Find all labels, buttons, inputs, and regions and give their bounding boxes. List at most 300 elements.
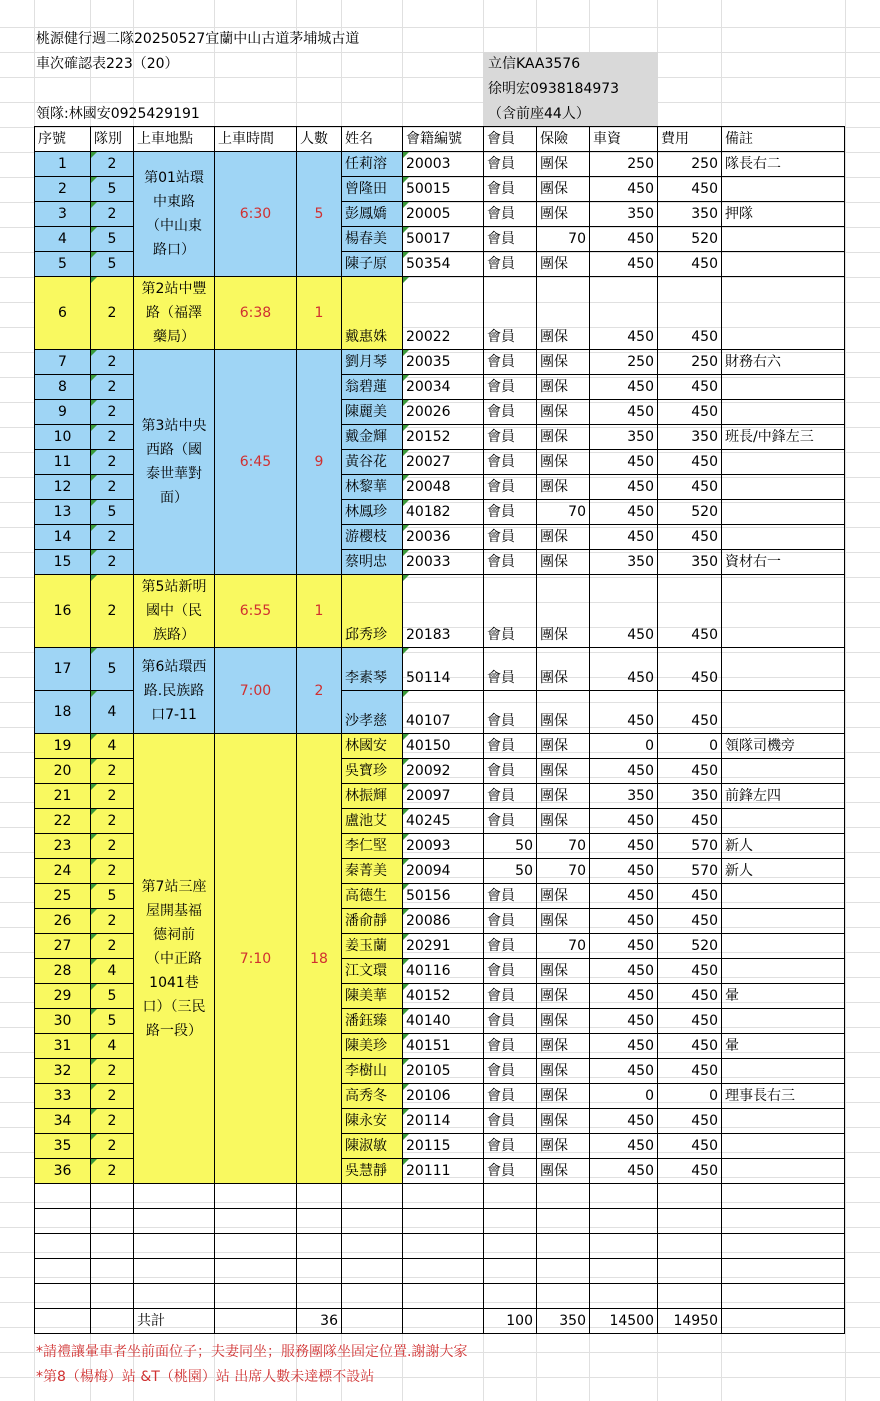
fare-cell: 450 <box>590 525 658 550</box>
fee-cell: 450 <box>658 525 722 550</box>
remark-cell <box>722 252 845 277</box>
team-cell: 2 <box>91 575 134 648</box>
insurance-cell: 團保 <box>537 759 590 784</box>
fee-cell: 250 <box>658 350 722 375</box>
name-cell: 盧池艾 <box>342 809 403 834</box>
team-cell: 2 <box>91 784 134 809</box>
member-id-cell: 50015 <box>403 177 484 202</box>
member-id-cell: 20027 <box>403 450 484 475</box>
fare-cell: 450 <box>590 959 658 984</box>
seq-cell: 28 <box>35 959 91 984</box>
remark-cell <box>722 909 845 934</box>
member-id-cell: 40140 <box>403 1009 484 1034</box>
remark-cell <box>722 375 845 400</box>
team-cell: 2 <box>91 859 134 884</box>
name-cell: 吳寶珍 <box>342 759 403 784</box>
fee-cell: 450 <box>658 1009 722 1034</box>
name-cell: 江文環 <box>342 959 403 984</box>
name-cell: 陳永安 <box>342 1109 403 1134</box>
member-cell: 會員 <box>484 525 537 550</box>
fee-cell: 450 <box>658 252 722 277</box>
fare-cell: 450 <box>590 575 658 648</box>
insurance-cell: 團保 <box>537 375 590 400</box>
headcount-cell: 5 <box>297 152 342 277</box>
fare-cell: 450 <box>590 500 658 525</box>
empty-cell <box>722 1284 845 1309</box>
member-cell: 會員 <box>484 1109 537 1134</box>
empty-row <box>35 1284 845 1309</box>
member-cell: 會員 <box>484 759 537 784</box>
empty-cell <box>215 1284 297 1309</box>
insurance-cell: 團保 <box>537 1084 590 1109</box>
seq-cell: 19 <box>35 734 91 759</box>
remark-cell: 新人 <box>722 834 845 859</box>
member-cell: 會員 <box>484 691 537 734</box>
empty-cell <box>297 1259 342 1284</box>
empty-cell <box>215 1234 297 1259</box>
remark-cell <box>722 575 845 648</box>
fare-cell: 450 <box>590 375 658 400</box>
member-cell: 會員 <box>484 1034 537 1059</box>
name-cell: 沙孝慈 <box>342 691 403 734</box>
member-cell: 會員 <box>484 1159 537 1184</box>
headcount-cell: 18 <box>297 734 342 1184</box>
column-header: 會員 <box>484 127 537 152</box>
name-cell: 蔡明忠 <box>342 550 403 575</box>
team-cell: 2 <box>91 425 134 450</box>
totals-row <box>35 1309 845 1334</box>
fee-cell: 520 <box>658 227 722 252</box>
remark-cell <box>722 1159 845 1184</box>
insurance-cell: 團保 <box>537 252 590 277</box>
empty-cell <box>134 1284 215 1309</box>
team-cell: 2 <box>91 277 134 350</box>
remark-cell: 前鋒左四 <box>722 784 845 809</box>
team-cell: 2 <box>91 525 134 550</box>
remark-cell <box>722 691 845 734</box>
empty-cell <box>91 1209 134 1234</box>
totals-fare: 14500 <box>590 1309 658 1334</box>
remark-cell: 新人 <box>722 859 845 884</box>
seq-cell: 10 <box>35 425 91 450</box>
note-2: *第8（楊梅）站 &T（桃園）站 出席人數未達標不設站 <box>36 1369 375 1385</box>
empty-cell <box>484 1209 537 1234</box>
empty-cell <box>403 1184 484 1209</box>
team-cell: 2 <box>91 350 134 375</box>
seq-cell: 24 <box>35 859 91 884</box>
fare-cell: 450 <box>590 1109 658 1134</box>
member-cell: 會員 <box>484 959 537 984</box>
name-cell: 黃谷花 <box>342 450 403 475</box>
seq-cell: 7 <box>35 350 91 375</box>
totals-count: 36 <box>297 1309 342 1334</box>
fare-cell: 450 <box>590 934 658 959</box>
fare-cell: 350 <box>590 550 658 575</box>
empty-cell <box>590 1209 658 1234</box>
member-cell: 會員 <box>484 1134 537 1159</box>
fee-cell: 450 <box>658 475 722 500</box>
empty-cell <box>91 1234 134 1259</box>
insurance-cell: 團保 <box>537 202 590 227</box>
team-cell: 2 <box>91 1084 134 1109</box>
fare-cell: 350 <box>590 202 658 227</box>
member-id-cell: 20005 <box>403 202 484 227</box>
totals-insurance: 350 <box>537 1309 590 1334</box>
member-id-cell: 40150 <box>403 734 484 759</box>
empty-cell <box>403 1309 484 1334</box>
fare-cell: 450 <box>590 1034 658 1059</box>
remark-cell <box>722 400 845 425</box>
column-header: 費用 <box>658 127 722 152</box>
fee-cell: 450 <box>658 809 722 834</box>
remark-cell <box>722 475 845 500</box>
name-cell: 李樹山 <box>342 1059 403 1084</box>
empty-cell <box>215 1209 297 1234</box>
team-cell: 2 <box>91 934 134 959</box>
empty-cell <box>134 1234 215 1259</box>
name-cell: 林振輝 <box>342 784 403 809</box>
member-id-cell: 20026 <box>403 400 484 425</box>
seq-cell: 22 <box>35 809 91 834</box>
team-cell: 2 <box>91 759 134 784</box>
fee-cell: 450 <box>658 1109 722 1134</box>
remark-cell <box>722 934 845 959</box>
name-cell: 林國安 <box>342 734 403 759</box>
fare-cell: 250 <box>590 152 658 177</box>
member-id-cell: 20022 <box>403 277 484 350</box>
table-row <box>35 152 845 177</box>
fee-cell: 350 <box>658 550 722 575</box>
fee-cell: 450 <box>658 450 722 475</box>
member-cell: 會員 <box>484 934 537 959</box>
member-cell: 會員 <box>484 984 537 1009</box>
empty-cell <box>35 1234 91 1259</box>
member-cell: 會員 <box>484 400 537 425</box>
headcount-cell: 1 <box>297 277 342 350</box>
fee-cell: 350 <box>658 784 722 809</box>
team-cell: 2 <box>91 202 134 227</box>
name-cell: 陳淑敏 <box>342 1134 403 1159</box>
insurance-cell: 團保 <box>537 575 590 648</box>
empty-cell <box>484 1259 537 1284</box>
empty-cell <box>658 1234 722 1259</box>
seq-cell: 18 <box>35 691 91 734</box>
remark-cell <box>722 809 845 834</box>
insurance-cell: 團保 <box>537 984 590 1009</box>
fare-cell: 450 <box>590 759 658 784</box>
fee-cell: 350 <box>658 202 722 227</box>
pickup-location-cell: 第2站中豐路（福澤藥局） <box>134 277 215 350</box>
fee-cell: 450 <box>658 575 722 648</box>
empty-cell <box>658 1184 722 1209</box>
seq-cell: 8 <box>35 375 91 400</box>
team-cell: 5 <box>91 984 134 1009</box>
table-row <box>35 350 845 375</box>
member-id-cell: 20097 <box>403 784 484 809</box>
name-cell: 潘俞靜 <box>342 909 403 934</box>
fare-cell: 450 <box>590 884 658 909</box>
member-id-cell: 20111 <box>403 1159 484 1184</box>
empty-cell <box>658 1209 722 1234</box>
insurance-cell: 團保 <box>537 809 590 834</box>
fee-cell: 450 <box>658 759 722 784</box>
fee-cell: 350 <box>658 425 722 450</box>
empty-cell <box>134 1184 215 1209</box>
totals-fee: 14950 <box>658 1309 722 1334</box>
table-row <box>35 277 845 350</box>
remark-cell <box>722 648 845 691</box>
empty-cell <box>537 1234 590 1259</box>
empty-cell <box>35 1309 91 1334</box>
team-cell: 2 <box>91 550 134 575</box>
name-cell: 高德生 <box>342 884 403 909</box>
team-cell: 2 <box>91 400 134 425</box>
remark-cell <box>722 525 845 550</box>
name-cell: 曾隆田 <box>342 177 403 202</box>
fee-cell: 450 <box>658 884 722 909</box>
fare-cell: 450 <box>590 1159 658 1184</box>
fare-cell: 450 <box>590 1059 658 1084</box>
name-cell: 秦菁美 <box>342 859 403 884</box>
member-id-cell: 20086 <box>403 909 484 934</box>
insurance-cell: 70 <box>537 500 590 525</box>
gridline <box>845 0 846 1401</box>
member-cell: 會員 <box>484 152 537 177</box>
member-cell: 會員 <box>484 909 537 934</box>
member-id-cell: 20092 <box>403 759 484 784</box>
member-cell: 會員 <box>484 277 537 350</box>
member-id-cell: 50114 <box>403 648 484 691</box>
seq-cell: 35 <box>35 1134 91 1159</box>
seq-cell: 26 <box>35 909 91 934</box>
fare-cell: 0 <box>590 1084 658 1109</box>
team-cell: 5 <box>91 884 134 909</box>
column-header: 序號 <box>35 127 91 152</box>
member-id-cell: 20114 <box>403 1109 484 1134</box>
empty-cell <box>590 1184 658 1209</box>
member-cell: 會員 <box>484 550 537 575</box>
bus-company: 立信KAA3576 <box>488 56 581 72</box>
seq-cell: 25 <box>35 884 91 909</box>
insurance-cell: 團保 <box>537 425 590 450</box>
driver-info: 徐明宏0938184973 <box>488 81 620 97</box>
seq-cell: 16 <box>35 575 91 648</box>
pickup-location-cell: 第7站三座屋開基福德祠前（中正路1041巷口）（三民路一段） <box>134 734 215 1184</box>
member-id-cell: 20106 <box>403 1084 484 1109</box>
name-cell: 陳麗美 <box>342 400 403 425</box>
insurance-cell: 70 <box>537 834 590 859</box>
member-cell: 會員 <box>484 450 537 475</box>
insurance-cell: 團保 <box>537 648 590 691</box>
insurance-cell: 70 <box>537 227 590 252</box>
name-cell: 彭鳳嬌 <box>342 202 403 227</box>
insurance-cell: 70 <box>537 859 590 884</box>
name-cell: 林鳳珍 <box>342 500 403 525</box>
fare-cell: 350 <box>590 425 658 450</box>
name-cell: 陳子原 <box>342 252 403 277</box>
team-cell: 2 <box>91 909 134 934</box>
empty-cell <box>484 1234 537 1259</box>
member-id-cell: 20034 <box>403 375 484 400</box>
remark-cell: 班長/中鋒左三 <box>722 425 845 450</box>
name-cell: 陳美珍 <box>342 1034 403 1059</box>
name-cell: 任莉溶 <box>342 152 403 177</box>
insurance-cell: 團保 <box>537 909 590 934</box>
insurance-cell: 團保 <box>537 784 590 809</box>
insurance-cell: 團保 <box>537 734 590 759</box>
empty-cell <box>134 1209 215 1234</box>
member-id-cell: 20036 <box>403 525 484 550</box>
empty-row <box>35 1234 845 1259</box>
seq-cell: 20 <box>35 759 91 784</box>
member-cell: 會員 <box>484 202 537 227</box>
seq-cell: 12 <box>35 475 91 500</box>
name-cell: 姜玉蘭 <box>342 934 403 959</box>
fee-cell: 570 <box>658 834 722 859</box>
pickup-location-cell: 第5站新明國中（民族路） <box>134 575 215 648</box>
fare-cell: 450 <box>590 400 658 425</box>
empty-cell <box>658 1284 722 1309</box>
sheet-subtitle: 車次確認表223（20） <box>36 56 179 72</box>
team-cell: 2 <box>91 1109 134 1134</box>
empty-cell <box>590 1234 658 1259</box>
empty-cell <box>722 1309 845 1334</box>
remark-cell <box>722 1059 845 1084</box>
totals-member: 100 <box>484 1309 537 1334</box>
seq-cell: 23 <box>35 834 91 859</box>
seq-cell: 34 <box>35 1109 91 1134</box>
pickup-time-cell: 6:30 <box>215 152 297 277</box>
remark-cell: 暈 <box>722 1034 845 1059</box>
seat-count: （含前座44人） <box>488 106 590 122</box>
empty-row <box>35 1209 845 1234</box>
empty-cell <box>215 1309 297 1334</box>
table-row <box>35 734 845 759</box>
member-cell: 會員 <box>484 350 537 375</box>
column-header: 會籍編號 <box>403 127 484 152</box>
seq-cell: 11 <box>35 450 91 475</box>
fare-cell: 450 <box>590 177 658 202</box>
empty-cell <box>297 1184 342 1209</box>
member-id-cell: 50156 <box>403 884 484 909</box>
column-header: 姓名 <box>342 127 403 152</box>
member-cell: 會員 <box>484 1059 537 1084</box>
fee-cell: 450 <box>658 984 722 1009</box>
team-cell: 2 <box>91 375 134 400</box>
empty-cell <box>484 1184 537 1209</box>
table-row <box>35 648 845 691</box>
headcount-cell: 2 <box>297 648 342 734</box>
empty-cell <box>215 1184 297 1209</box>
team-cell: 2 <box>91 475 134 500</box>
seq-cell: 13 <box>35 500 91 525</box>
fee-cell: 450 <box>658 1159 722 1184</box>
fee-cell: 0 <box>658 734 722 759</box>
seq-cell: 15 <box>35 550 91 575</box>
fee-cell: 450 <box>658 691 722 734</box>
team-cell: 5 <box>91 177 134 202</box>
seq-cell: 32 <box>35 1059 91 1084</box>
leader-info: 領隊:林國安0925429191 <box>36 106 200 122</box>
fare-cell: 450 <box>590 277 658 350</box>
column-header: 隊別 <box>91 127 134 152</box>
empty-cell <box>403 1234 484 1259</box>
member-id-cell: 40107 <box>403 691 484 734</box>
sheet-title: 桃源健行週二隊20250527宜蘭中山古道茅埔城古道 <box>36 31 360 47</box>
remark-cell <box>722 759 845 784</box>
team-cell: 2 <box>91 450 134 475</box>
insurance-cell: 團保 <box>537 959 590 984</box>
empty-cell <box>722 1259 845 1284</box>
remark-cell <box>722 177 845 202</box>
insurance-cell: 團保 <box>537 1159 590 1184</box>
remark-cell: 理事長右三 <box>722 1084 845 1109</box>
team-cell: 2 <box>91 152 134 177</box>
empty-cell <box>35 1209 91 1234</box>
member-id-cell: 50017 <box>403 227 484 252</box>
member-cell: 會員 <box>484 648 537 691</box>
empty-cell <box>590 1259 658 1284</box>
member-id-cell: 20093 <box>403 834 484 859</box>
empty-cell <box>722 1209 845 1234</box>
member-cell: 會員 <box>484 227 537 252</box>
member-id-cell: 20115 <box>403 1134 484 1159</box>
empty-cell <box>537 1284 590 1309</box>
seq-cell: 3 <box>35 202 91 227</box>
empty-cell <box>658 1259 722 1284</box>
name-cell: 陳美華 <box>342 984 403 1009</box>
remark-cell <box>722 959 845 984</box>
seq-cell: 6 <box>35 277 91 350</box>
empty-cell <box>215 1259 297 1284</box>
seq-cell: 4 <box>35 227 91 252</box>
member-cell: 會員 <box>484 425 537 450</box>
member-id-cell: 20152 <box>403 425 484 450</box>
member-cell: 會員 <box>484 734 537 759</box>
empty-cell <box>403 1284 484 1309</box>
empty-cell <box>537 1209 590 1234</box>
member-id-cell: 20003 <box>403 152 484 177</box>
insurance-cell: 團保 <box>537 884 590 909</box>
column-header: 保險 <box>537 127 590 152</box>
name-cell: 潘鈺臻 <box>342 1009 403 1034</box>
member-cell: 會員 <box>484 784 537 809</box>
fee-cell: 450 <box>658 375 722 400</box>
fare-cell: 450 <box>590 252 658 277</box>
pickup-time-cell: 6:45 <box>215 350 297 575</box>
seq-cell: 31 <box>35 1034 91 1059</box>
remark-cell <box>722 450 845 475</box>
fee-cell: 450 <box>658 1134 722 1159</box>
fare-cell: 450 <box>590 691 658 734</box>
member-id-cell: 50354 <box>403 252 484 277</box>
fee-cell: 450 <box>658 177 722 202</box>
roster-table <box>34 126 845 1334</box>
empty-cell <box>35 1259 91 1284</box>
name-cell: 戴惠姝 <box>342 277 403 350</box>
seq-cell: 2 <box>35 177 91 202</box>
remark-cell: 資材右一 <box>722 550 845 575</box>
fee-cell: 450 <box>658 909 722 934</box>
seq-cell: 29 <box>35 984 91 1009</box>
empty-cell <box>297 1209 342 1234</box>
team-cell: 4 <box>91 734 134 759</box>
pickup-location-cell: 第3站中央西路（國泰世華對面） <box>134 350 215 575</box>
remark-cell: 財務右六 <box>722 350 845 375</box>
fee-cell: 450 <box>658 400 722 425</box>
empty-cell <box>342 1184 403 1209</box>
fare-cell: 450 <box>590 475 658 500</box>
